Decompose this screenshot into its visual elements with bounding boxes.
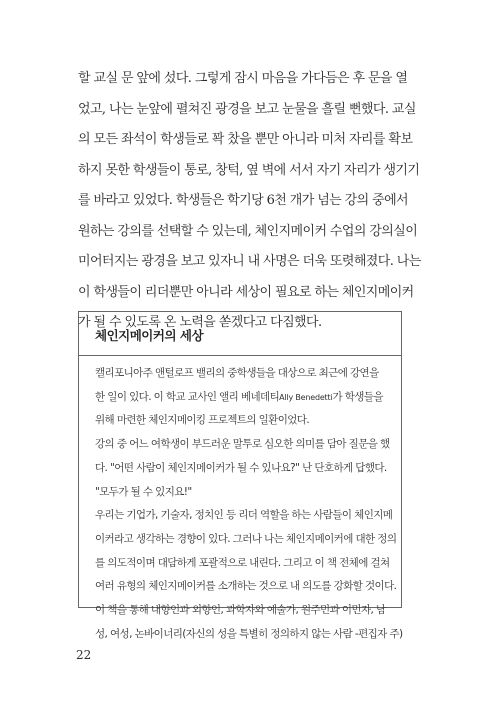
body-line: 를 바라고 있었다. 학생들은 학기당 6천 개가 넘는 강의 중에서 — [78, 193, 408, 208]
page-number: 22 — [76, 648, 92, 662]
box-line: 여러 유형의 체인지메이커를 소개하는 것으로 내 의도를 강화할 것이다. — [95, 580, 397, 593]
box-line — [95, 386, 395, 410]
body-line: 었고, 나는 눈앞에 펼쳐진 광경을 보고 눈물을 흘릴 뻔했다. 교실 — [78, 101, 416, 117]
box-line: 강의 중 어느 여학생이 부드러운 말투로 심오한 의미를 담아 질문을 했 — [95, 438, 390, 451]
box-body — [79, 356, 403, 646]
body-line: 할 교실 문 앞에 섰다. 그렇게 잠시 마음을 가다듬은 후 문을 열 — [78, 71, 408, 86]
box-line: 캘리포니아주 앤털로프 밸리의 중학생들을 대상으로 최근에 강연을 — [95, 367, 379, 379]
box-line: 를 의도적이며 대담하게 포괄적으로 내린다. 그리고 이 책 전체에 걸쳐 — [95, 556, 390, 569]
box-line: 다. "어떤 사람이 체인지메이커가 될 수 있나요?" 난 단호하게 답했다. — [95, 461, 387, 474]
box-line-text: 가 학생들을 — [332, 390, 383, 403]
box-title: 체인지메이커의 세상 — [79, 312, 401, 356]
body-line: 의 모든 좌석이 학생들로 꽉 찼을 뿐만 아니라 미처 자리를 확보 — [78, 132, 413, 147]
box-line: 우리는 기업가, 기술자, 정치인 등 리더 역할을 하는 사람들이 체인지메 — [95, 509, 393, 522]
sidebar-box — [78, 311, 403, 640]
body-line: 이 학생들이 리더뿐만 아니라 세상이 필요로 하는 체인지메이커 — [78, 284, 414, 300]
body-line: 가 될 수 있도록 온 노력을 쏟겠다고 다짐했다. — [78, 315, 322, 330]
body-line: 원하는 강의를 선택할 수 있는데, 체인지메이커 수업의 강의실이 — [78, 223, 418, 239]
box-line: 성, 여성, 논바이너리(자신의 성을 특별히 정의하지 않는 사람 -편집자 주) — [95, 627, 403, 640]
box-line: "모두가 될 수 있지요!" — [95, 485, 192, 498]
box-line: 이 책을 통해 내향인과 외향인, 과학자와 예술가, 원주민과 이민자, 남 — [95, 604, 386, 617]
box-line-text: 한 일이 있다. 이 학교 교사인 앨리 베네데티 — [95, 390, 280, 403]
latin-name: Ally Benedetti — [279, 392, 333, 402]
body-line: 미어터지는 광경을 보고 있자니 내 사명은 더욱 또렷해졌다. 나는 — [78, 254, 421, 269]
box-line: 위해 마련한 체인지메이킹 프로젝트의 일환이었다. — [95, 414, 310, 427]
body-line: 하지 못한 학생들이 통로, 창턱, 옆 벽에 서서 자기 자리가 생기기 — [78, 162, 420, 178]
body-text — [78, 64, 430, 339]
box-line: 이커라고 생각하는 경향이 있다. 그러나 나는 체인지메이커에 대한 정의 — [95, 532, 397, 545]
